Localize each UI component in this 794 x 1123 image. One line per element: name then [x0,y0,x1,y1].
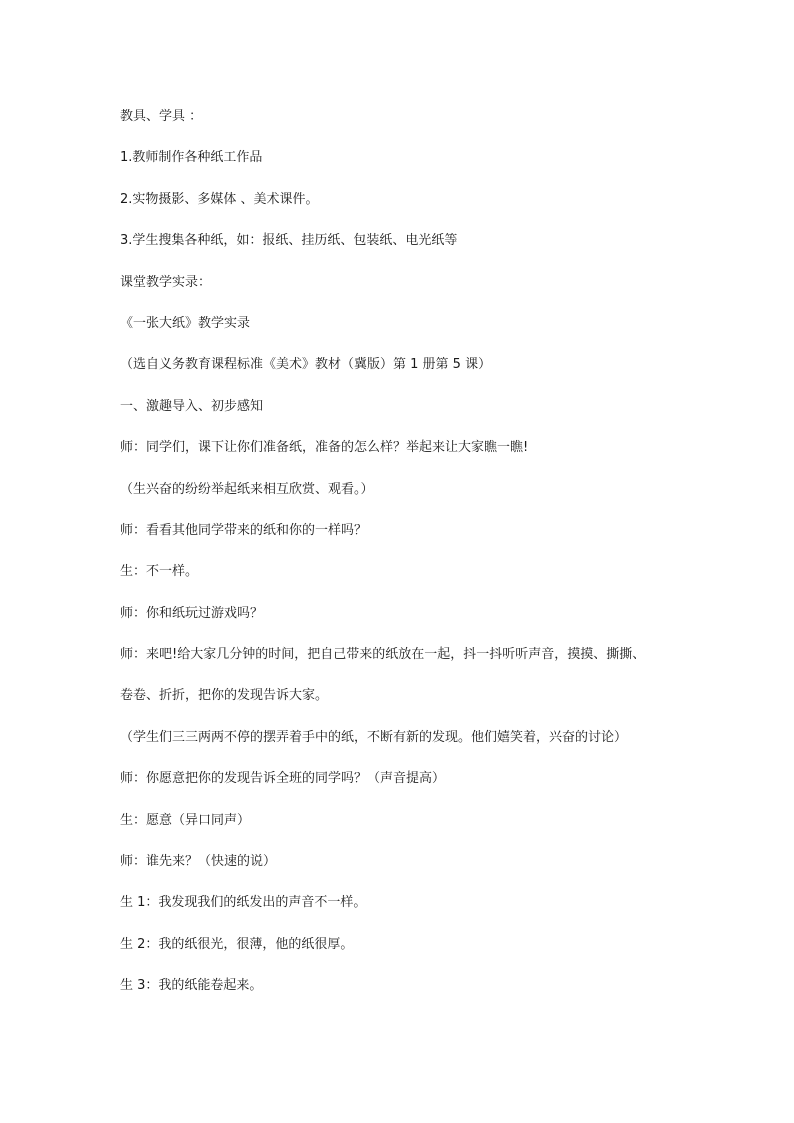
dialogue-line: 师：谁先来？（快速的说） [120,854,277,870]
dialogue-line: 师：你和纸玩过游戏吗？ [120,605,264,621]
dialogue-line: 生 3：我的纸能卷起来。 [120,978,263,994]
dialogue-line: （生兴奋的纷纷举起纸来相互欣赏、观看。） [120,481,374,497]
dialogue-line: 师：来吧!给大家几分钟的时间，把自己带来的纸放在一起，抖一抖听听声音，摸摸、撕撕、 [120,647,646,663]
dialogue-line: 师：同学们，课下让你们准备纸，准备的怎么样？举起来让大家瞧一瞧! [120,440,529,456]
dialogue-line: 生 1：我发现我们的纸发出的声音不一样。 [120,895,367,911]
section-heading-materials: 教具、学具 ： [120,109,203,124]
dialogue-line: 师：你愿意把你的发现告诉全班的同学吗？（声音提高） [120,771,446,787]
list-item: 3.学生搜集各种纸，如：报纸、挂历纸、包装纸、电光纸等 [120,233,458,249]
document-body [120,107,700,1018]
section-heading-intro: 一、激趣导入、初步感知 [120,398,264,414]
dialogue-line: （学生们三三两两不停的摆弄着手中的纸，不断有新的发现。他们嬉笑着，兴奋的讨论） [120,729,628,745]
lesson-title: 《一张大纸》教学实录 [120,315,251,331]
dialogue-line: 生 2：我的纸很光，很薄，他的纸很厚。 [120,936,354,952]
list-item: 2.实物摄影、多媒体 、美术课件。 [120,191,319,207]
lesson-source: （选自义务教育课程标准《美术》教材（冀版）第 1 册第 5 课） [120,357,492,373]
dialogue-line: 师：看看其他同学带来的纸和你的一样吗？ [120,522,368,538]
dialogue-line: 生：不一样。 [120,564,199,580]
dialogue-line: 生：愿意（异口同声） [120,812,251,828]
section-heading-record: 课堂教学实录： [120,274,212,290]
list-item: 1.教师制作各种纸工作品 [120,150,263,166]
dialogue-line: 卷卷、折折，把你的发现告诉大家。 [120,688,329,704]
